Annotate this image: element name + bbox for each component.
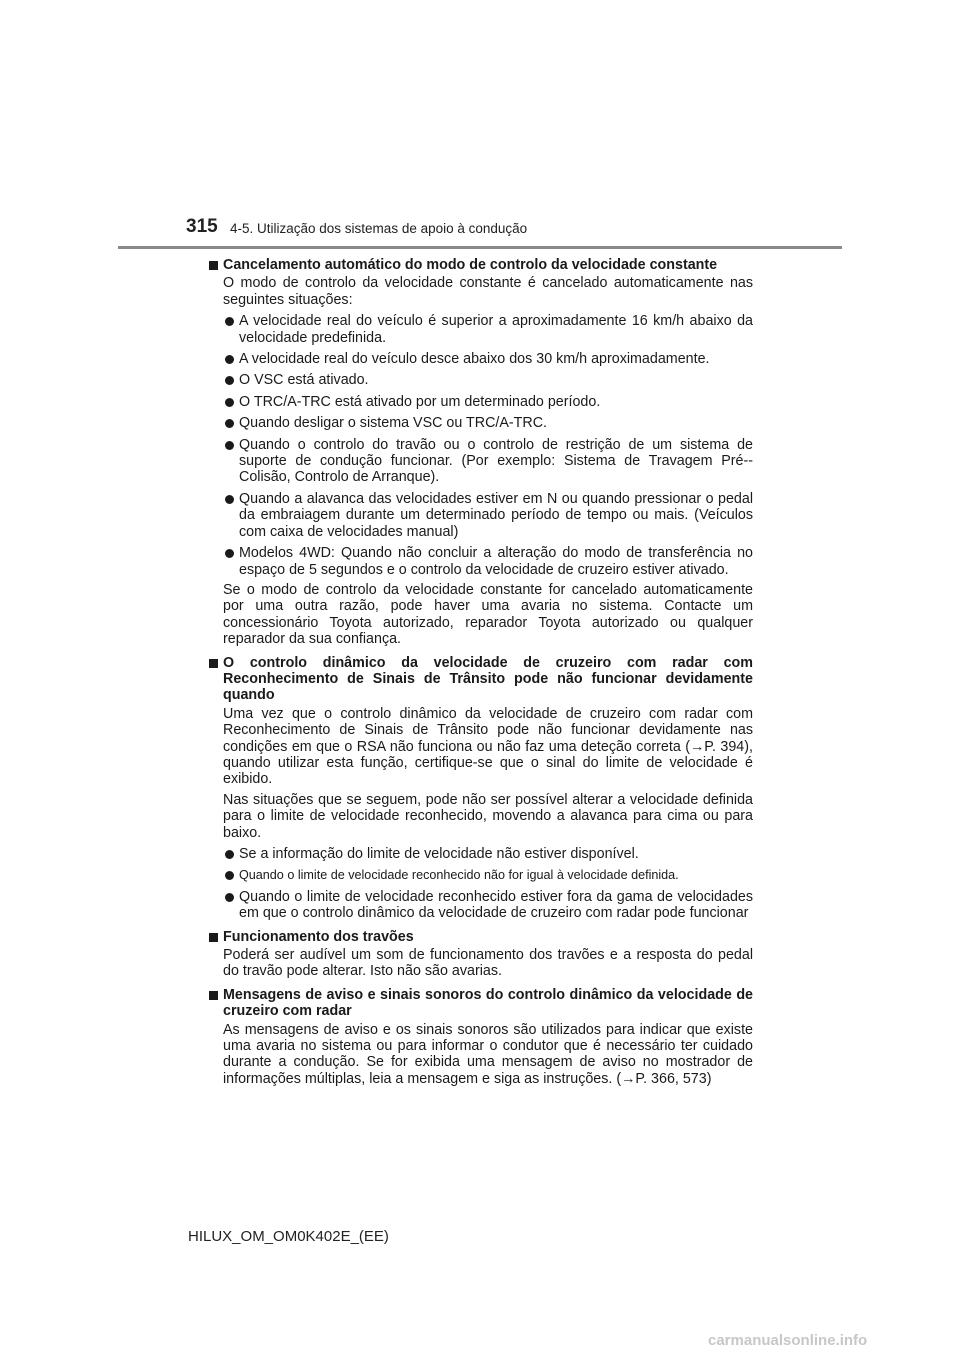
paragraph: Poderá ser audível um som de funcionamento dos travões e a resposta do pedal do travão pode alterar. Isto não são avarias. [223, 947, 753, 980]
list-item [208, 545, 753, 578]
paragraph: Nas situações que se seguem, pode não ser possível alterar a velocidade definida para o limite de velocidade reconhecido, movendo a alavanca para cima ou para baixo. [223, 791, 753, 841]
manual-code: HILUX_OM_OM0K402E_(EE) [188, 1228, 389, 1245]
list-item-text: Quando o limite de velocidade reconhecido não for igual à velocidade definida. [239, 868, 679, 883]
round-bullet-icon [225, 871, 234, 880]
list-item [208, 372, 753, 388]
section-heading [208, 987, 753, 1020]
section-brakes [208, 929, 753, 980]
paragraph: O modo de controlo da velocidade constante é cancelado automaticamente nas seguintes situações: [223, 275, 753, 308]
round-bullet-icon [225, 495, 234, 504]
section-warnings [208, 987, 753, 1087]
round-bullet-icon [225, 549, 234, 558]
round-bullet-icon [225, 355, 234, 364]
list-item [208, 394, 753, 410]
square-bullet-icon [209, 933, 218, 942]
section-heading-text: Mensagens de aviso e sinais sonoros do controlo dinâmico da velocidade de cruzeiro com radar [223, 986, 753, 1020]
watermark: carmanualsonline.info [708, 1332, 868, 1349]
list-item-text: A velocidade real do veículo é superior a aproximadamente 16 km/h abaixo da velocidade predefinida. [239, 313, 753, 346]
round-bullet-icon [225, 893, 234, 902]
round-bullet-icon [225, 376, 234, 385]
list-item [208, 889, 753, 922]
section-heading [208, 257, 753, 273]
page-content [208, 254, 753, 1087]
round-bullet-icon [225, 441, 234, 450]
list-item-text: O VSC está ativado. [239, 372, 369, 389]
list-item-text: Quando desligar o sistema VSC ou TRC/A-TRC. [239, 415, 548, 432]
list-item-text: Quando a alavanca das velocidades estiver em N ou quando pressionar o pedal da embraiagem durante um determinado período de tempo ou mais. (Veículos com caixa de velocidades manual) [239, 490, 753, 540]
square-bullet-icon [209, 991, 218, 1000]
section-heading-text: Cancelamento automático do modo de controlo da velocidade constante [223, 257, 718, 273]
list-item-text: Se a informação do limite de velocidade não estiver disponível. [239, 846, 639, 862]
round-bullet-icon [225, 317, 234, 326]
list-item [208, 415, 753, 431]
list-item-text: Modelos 4WD: Quando não concluir a alteração do modo de transferência no espaço de 5 segundos e o controlo da velocidade de cruzeiro estiver ativado. [239, 545, 753, 578]
section-heading-text: Funcionamento dos travões [223, 928, 414, 945]
list-item [208, 491, 753, 540]
section-auto-cancel [208, 257, 753, 648]
list-item [208, 437, 753, 486]
section-heading [208, 655, 753, 704]
round-bullet-icon [225, 850, 234, 859]
paragraph: Uma vez que o controlo dinâmico da velocidade de cruzeiro com radar com Reconhecimento de Sinais de Trânsito pode não funcionar devidamente nas condições em que o RSA não funciona ou não faz uma deteção correta (→P. 394), quando utilizar esta função, certifique-se que o sinal do limite de velocidade é exibido. [223, 705, 753, 788]
page-number: 315 [186, 216, 218, 237]
section-heading-text: O controlo dinâmico da velocidade de cruzeiro com radar com Reconhecimento de Sinais de Trânsito pode não funcionar devidamente quando [223, 654, 753, 704]
square-bullet-icon [209, 659, 218, 668]
section-rsa-limits [208, 655, 753, 922]
list-item-text: Quando o controlo do travão ou o controlo de restrição de um sistema de suporte de condução funcionar. (Por exemplo: Sistema de Travagem Pré--Colisão, Controlo de Arranque). [239, 436, 753, 486]
list-item-text: Quando o limite de velocidade reconhecido estiver fora da gama de velocidades em que o controlo dinâmico da velocidade de cruzeiro com radar pode funcionar [239, 888, 753, 922]
list-item-text: O TRC/A-TRC está ativado por um determinado período. [239, 393, 601, 410]
list-item [208, 313, 753, 346]
list-item [208, 867, 753, 883]
page-header [186, 216, 846, 246]
square-bullet-icon [209, 261, 218, 270]
paragraph: As mensagens de aviso e os sinais sonoros são utilizados para indicar que existe uma avaria no sistema ou para informar o condutor que é necessário ter cuidado durante a condução. Se for exibida uma mensagem de aviso no mostrador de informações múltiplas, leia a mensagem e siga as instruções. (→P. 366, 573) [223, 1021, 753, 1087]
chapter-title: 4-5. Utilização dos sistemas de apoio à condução [230, 221, 528, 236]
round-bullet-icon [225, 419, 234, 428]
round-bullet-icon [225, 398, 234, 407]
header-rule [118, 246, 842, 249]
list-item [208, 351, 753, 367]
list-item [208, 846, 753, 862]
paragraph: Se o modo de controlo da velocidade constante for cancelado automaticamente por uma outra razão, pode haver uma avaria no sistema. Contacte um concessionário Toyota autorizado, reparador Toyota autorizado ou qualquer reparador da sua confiança. [223, 581, 753, 648]
list-item-text: A velocidade real do veículo desce abaixo dos 30 km/h aproximadamente. [239, 351, 710, 368]
section-heading [208, 929, 753, 945]
